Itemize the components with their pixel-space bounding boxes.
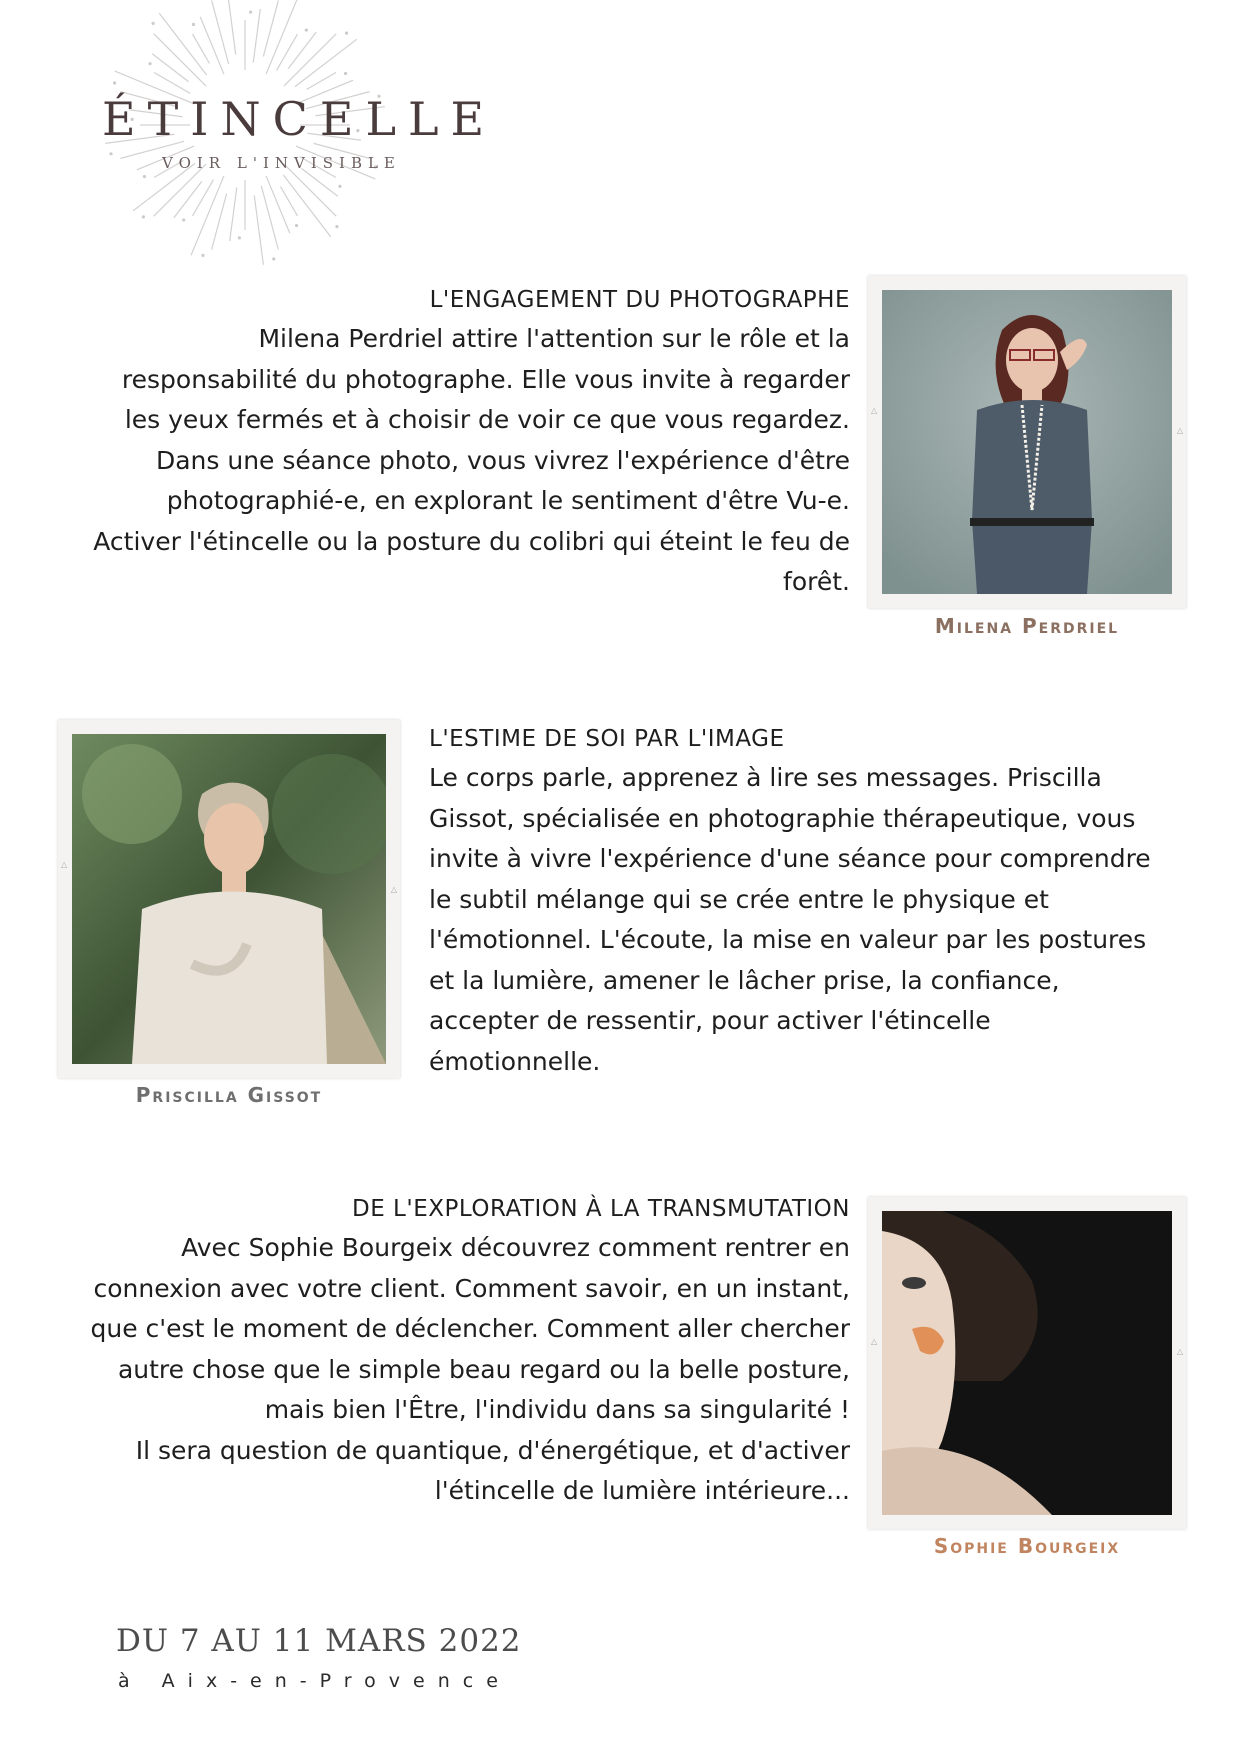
brand-title: ÉTINCELLE — [102, 92, 497, 146]
section-text-line: mais bien l'Être, l'individu dans sa singularité ! — [264, 1395, 850, 1424]
photo-milena-perdriel — [868, 276, 1186, 608]
section-text-line: connexion avec votre client. Comment savoir, en un instant, — [93, 1273, 850, 1303]
section-text-line: accepter de ressentir, pour activer l'étincelle — [429, 1006, 991, 1035]
photo-caption: Priscilla Gissot — [135, 1083, 323, 1107]
section-exploration — [44, 1190, 850, 1512]
section-text-line: et la lumière, amener le lâcher prise, la confiance, — [429, 965, 1060, 995]
section-text-line: responsabilité du photographe. Elle vous invite à regarder — [121, 364, 850, 394]
event-dates: DU 7 AU 11 MARS 2022 — [116, 1623, 522, 1659]
photo-caption: Sophie Bourgeix — [933, 1534, 1121, 1558]
brand-tagline: VOIR L'INVISIBLE — [162, 154, 401, 172]
section-text-line: forêt. — [783, 567, 850, 596]
frame-mark: △ — [1176, 426, 1183, 435]
event-location: à Aix-en-Provence — [118, 1670, 511, 1692]
section-text-line: Dans une séance photo, vous vivrez l'expérience d'être — [155, 445, 850, 475]
portrait-image — [882, 1211, 1172, 1515]
section-estime — [429, 720, 1169, 1082]
brand-logo — [40, 0, 497, 280]
frame-mark: △ — [390, 885, 397, 894]
section-heading: L'ESTIME DE SOI PAR L'IMAGE — [429, 726, 785, 752]
section-heading: L'ENGAGEMENT DU PHOTOGRAPHE — [429, 287, 850, 313]
section-text-line: émotionnelle. — [429, 1046, 601, 1076]
photo-sophie-bourgeix — [868, 1197, 1186, 1529]
section-text-line: Activer l'étincelle ou la posture du colibri qui éteint le feu de — [93, 526, 850, 556]
section-text-line: le subtil mélange qui se crée entre le physique et — [429, 884, 1049, 914]
frame-mark: △ — [871, 1337, 878, 1346]
section-text-line: photographié-e, en explorant le sentiment d'être Vu-e. — [166, 486, 850, 515]
frame-mark: △ — [1176, 1347, 1183, 1356]
section-text-line: Avec Sophie Bourgeix découvrez comment rentrer en — [181, 1233, 850, 1262]
section-text-line: Il sera question de quantique, d'énergétique, et d'activer — [135, 1435, 850, 1465]
frame-mark: △ — [871, 406, 878, 415]
section-heading: DE L'EXPLORATION À LA TRANSMUTATION — [352, 1196, 850, 1222]
portrait-image — [72, 734, 386, 1064]
photo-priscilla-gissot — [58, 720, 400, 1078]
frame-mark: △ — [61, 860, 68, 869]
section-text-line: les yeux fermés et à choisir de voir ce que vous regardez. — [124, 405, 850, 434]
section-text-line: l'émotionnel. L'écoute, la mise en valeur par les postures — [429, 925, 1147, 954]
section-engagement — [44, 281, 850, 603]
photo-caption: Milena Perdriel — [934, 614, 1120, 638]
section-text-line: Gissot, spécialisée en photographie thérapeutique, vous — [429, 803, 1136, 833]
section-text-line: l'étincelle de lumière intérieure... — [434, 1476, 850, 1505]
section-text-line: que c'est le moment de déclencher. Comment aller chercher — [90, 1314, 850, 1343]
section-text-line: Le corps parle, apprenez à lire ses messages. Priscilla — [429, 763, 1102, 792]
portrait-image — [882, 290, 1172, 594]
section-text-line: Milena Perdriel attire l'attention sur le rôle et la — [258, 324, 850, 353]
section-text-line: invite à vivre l'expérience d'une séance pour comprendre — [429, 844, 1151, 873]
section-text-line: autre chose que le simple beau regard ou la belle posture, — [117, 1354, 850, 1384]
